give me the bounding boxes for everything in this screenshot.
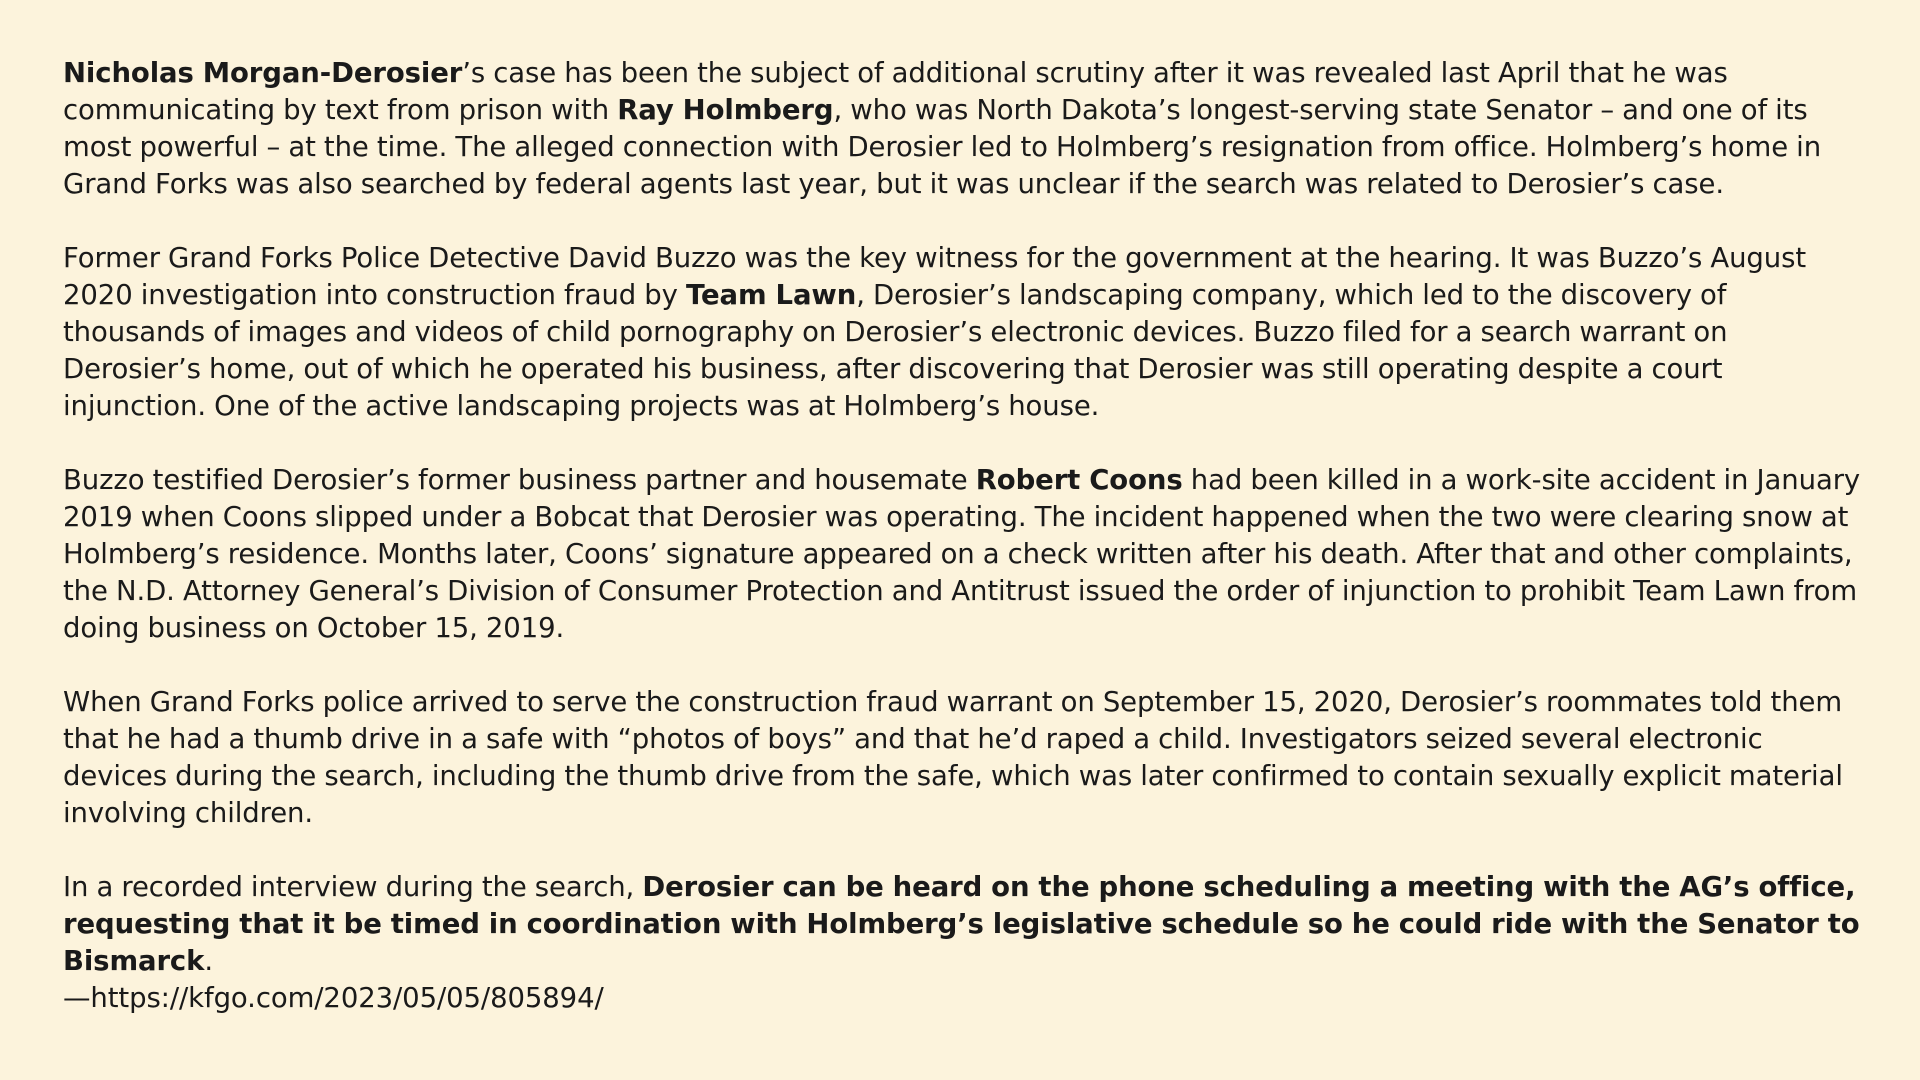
paragraph-1: [63, 55, 1863, 203]
article-excerpt: [63, 55, 1863, 1017]
paragraph-2-text-a: Former Grand Forks Police Detective David Buzzo was the key witness for the government at the hearing. It was Buzzo’s August 2020 investigation into construction fraud by: [63, 242, 1807, 311]
name-ray-holmberg: Ray Holmberg: [617, 94, 834, 126]
name-morgan-derosier: Nicholas Morgan-Derosier: [63, 57, 463, 89]
paragraph-3-text-b: had been killed in a work-site accident in January 2019 when Coons slipped under a Bobcat that Derosier was operating. The incident happened when the two were clearing snow at Holmberg’s residence. Months later, Coons’ signature appeared on a check written after his death. After that and other complaints, the N.D. Attorney General’s Division of Consumer Protection and Antitrust issued the order of injunction to prohibit Team Lawn from doing business on October 15, 2019.: [63, 464, 1861, 644]
source-citation: —https://kfgo.com/2023/05/05/805894/: [63, 982, 604, 1014]
paragraph-5: [63, 869, 1863, 1017]
paragraph-3-text-a: Buzzo testified Derosier’s former business partner and housemate: [63, 464, 976, 496]
paragraph-5-text-b: .: [204, 945, 213, 977]
paragraph-5-text-a: In a recorded interview during the search,: [63, 871, 643, 903]
company-team-lawn: Team Lawn: [685, 279, 857, 311]
paragraph-4-text: When Grand Forks police arrived to serve the construction fraud warrant on September 15, 2020, Derosier’s roommates told them that he had a thumb drive in a safe with “photos of boys” and that he’d raped a child. Investigators seized several electronic devices during the search, including the thumb drive from the safe, which was later confirmed to contain sexually explicit material involving children.: [63, 686, 1843, 829]
paragraph-2-text-b: , Derosier’s landscaping company, which led to the discovery of thousands of images and videos of child pornography on Derosier’s electronic devices. Buzzo filed for a search warrant on Derosier’s home, out of which he operated his business, after discovering that Derosier was still operating despite a court injunction. One of the active landscaping projects was at Holmberg’s house.: [63, 279, 1728, 422]
emphasis-statement: Derosier can be heard on the phone scheduling a meeting with the AG’s office, requesting that it be timed in coordination with Holmberg’s legislative schedule so he could ride with the Senator to Bismarck: [63, 871, 1860, 977]
paragraph-3: [63, 462, 1863, 647]
paragraph-2: [63, 240, 1863, 425]
paragraph-4: [63, 684, 1863, 832]
paragraph-1-text-b: , who was North Dakota’s longest-serving state Senator – and one of its most powerful – at the time. The alleged connection with Derosier led to Holmberg’s resignation from office. Holmberg’s home in Grand Forks was also searched by federal agents last year, but it was unclear if the search was related to Derosier’s case.: [63, 94, 1822, 200]
paragraph-1-text-a: ’s case has been the subject of additional scrutiny after it was revealed last April that he was communicating by text from prison with: [63, 57, 1728, 126]
name-robert-coons: Robert Coons: [975, 464, 1183, 496]
